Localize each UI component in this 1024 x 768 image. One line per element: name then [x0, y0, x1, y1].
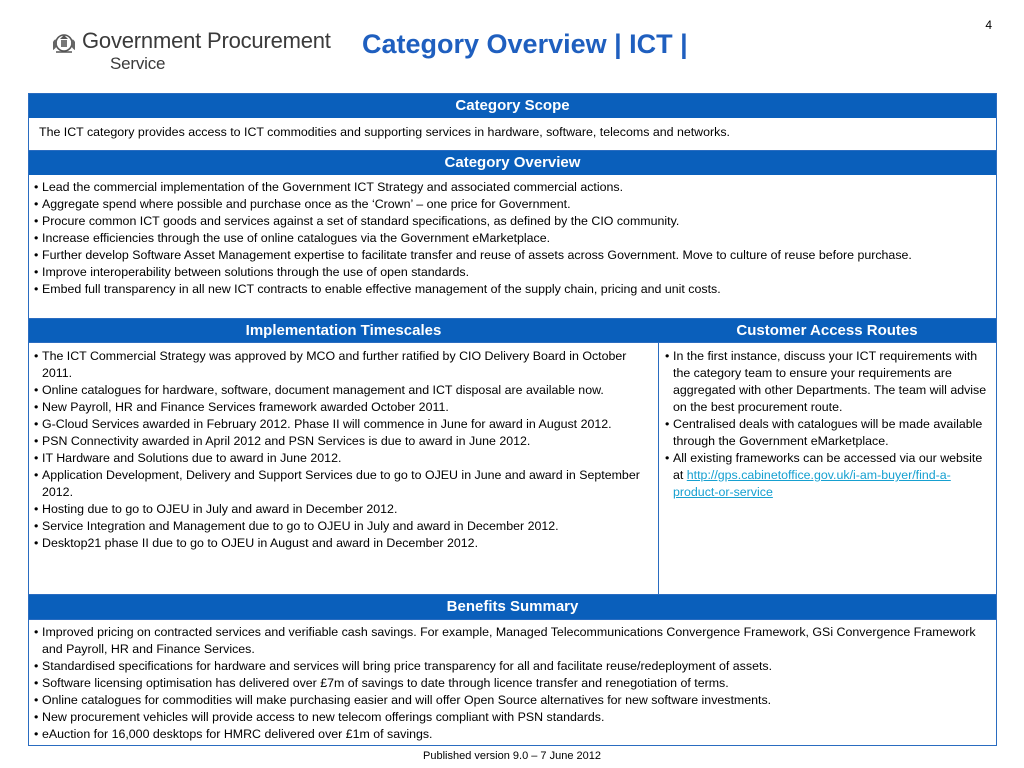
column-divider: [658, 342, 659, 594]
category-overview-list: [34, 179, 989, 298]
list-item: • Improve interoperability between solutions through the use of open standards.: [34, 264, 989, 281]
category-overview-heading: Category Overview: [29, 151, 996, 175]
list-item: • Lead the commercial implementation of the Government ICT Strategy and associated commercial actions.: [34, 179, 989, 196]
list-item: • Desktop21 phase II due to go to OJEU in August and award in December 2012.: [34, 535, 652, 552]
logo-line2: Service: [110, 54, 166, 73]
list-item: • Application Development, Delivery and Support Services due to go to OJEU in June and award in September 2012.: [34, 467, 652, 501]
list-item: • Centralised deals with catalogues will be made available through the Government eMarketplace.: [665, 416, 991, 450]
list-item: • IT Hardware and Solutions due to award in June 2012.: [34, 450, 652, 467]
logo-line1: Government Procurement: [82, 28, 331, 53]
routes-item3-text: All existing frameworks can be accessed via our website at: [673, 451, 983, 482]
page-number: 4: [985, 18, 992, 32]
list-item: • Service Integration and Management due to go to OJEU in July and award in December 2012.: [34, 518, 652, 535]
footer-version: Published version 9.0 – 7 June 2012: [423, 750, 601, 762]
list-item: • New procurement vehicles will provide access to new telecom offerings compliant with PSN standards.: [34, 709, 989, 726]
benefits-heading: Benefits Summary: [29, 595, 996, 619]
find-product-link[interactable]: http://gps.cabinetoffice.gov.uk/i-am-buyer/find-a-product-or-service: [673, 468, 951, 499]
implementation-heading: Implementation Timescales: [29, 319, 658, 343]
list-item: • Software licensing optimisation has delivered over £7m of savings to date through licence transfer and renegotiation of terms.: [34, 675, 989, 692]
content-frame: [28, 93, 997, 746]
list-item: • Embed full transparency in all new ICT contracts to enable effective management of the supply chain, pricing and unit costs.: [34, 281, 989, 298]
list-item: • eAuction for 16,000 desktops for HMRC delivered over £1m of savings.: [34, 726, 989, 743]
list-item: • Procure common ICT goods and services against a set of standard specifications, as defined by the CIO community.: [34, 213, 989, 230]
list-item: • Online catalogues for hardware, software, document management and ICT disposal are available now.: [34, 382, 652, 399]
list-item: [665, 450, 991, 501]
list-item: • In the first instance, discuss your ICT requirements with the category team to ensure your requirements are aggregated with other Departments. The team will advise on the best procurement route.: [665, 348, 991, 416]
list-item: • Improved pricing on contracted services and verifiable cash savings. For example, Managed Telecommunications Convergence Framework, GSi Convergence Framework and Payroll, HR and Finance Services.: [34, 624, 989, 658]
list-item: • The ICT Commercial Strategy was approved by MCO and further ratified by CIO Delivery Board in October 2011.: [34, 348, 652, 382]
category-scope-text: The ICT category provides access to ICT commodities and supporting services in hardware, software, telecoms and networks.: [39, 125, 730, 139]
list-item: • New Payroll, HR and Finance Services framework awarded October 2011.: [34, 399, 652, 416]
list-item: • Increase efficiencies through the use of online catalogues via the Government eMarketplace.: [34, 230, 989, 247]
list-item: • Further develop Software Asset Management expertise to facilitate transfer and reuse of assets across Government. Move to culture of reuse before purchase.: [34, 247, 989, 264]
customer-access-heading: Customer Access Routes: [658, 319, 996, 343]
implementation-list: [34, 348, 652, 552]
list-item: • Aggregate spend where possible and purchase once as the ‘Crown’ – one price for Government.: [34, 196, 989, 213]
royal-crest-icon: [50, 30, 78, 56]
list-item: • G-Cloud Services awarded in February 2012. Phase II will commence in June for award in August 2012.: [34, 416, 652, 433]
category-scope-heading: Category Scope: [29, 94, 996, 118]
customer-access-list: [665, 348, 991, 501]
gps-logo: [50, 28, 331, 75]
list-item: • Hosting due to go to OJEU in July and award in December 2012.: [34, 501, 652, 518]
page-title: Category Overview | ICT |: [362, 29, 688, 59]
benefits-list: [34, 624, 989, 743]
list-item: • Standardised specifications for hardware and services will bring price transparency for all and facilitate reuse/redeployment of assets.: [34, 658, 989, 675]
list-item: • Online catalogues for commodities will make purchasing easier and will offer Open Source alternatives for new software investments.: [34, 692, 989, 709]
list-item: • PSN Connectivity awarded in April 2012 and PSN Services is due to award in June 2012.: [34, 433, 652, 450]
